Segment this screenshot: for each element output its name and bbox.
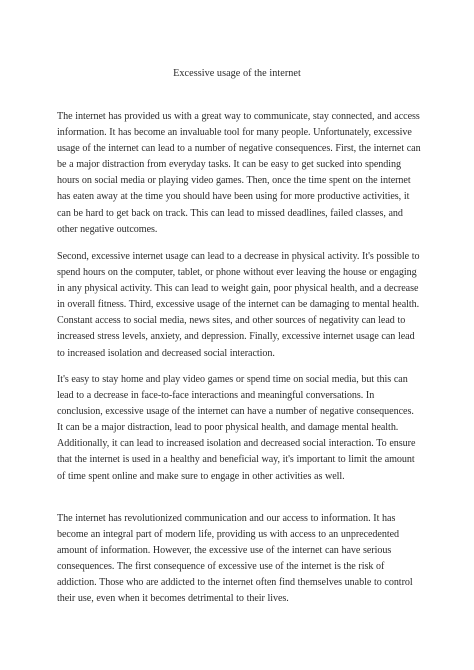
paragraph-4: The internet has revolutionized communication and our access to information. It has become an integral part of modern life, providing us with access to an unprecedented amount of information. However, the excessive use of the internet can have serious consequences. The first consequence of excessive use of the internet is the risk of addiction. Those who are addicted to the internet often find themselves unable to control their use, even when it becomes detrimental to their lives. [57, 513, 413, 605]
paragraph-1: The internet has provided us with a great way to communicate, stay connected, and access information. It has become an invaluable tool for many people. Unfortunately, excessive usage of the internet can lead to a number of negative consequences. First, the internet can be a major distraction from everyday tasks. It can be easy to get sucked into spending hours on social media or playing video games. Then, once the time spent on the internet has eaten away at the time you should have been using for more productive activities, it can be hard to get back on track. This can lead to missed deadlines, failed classes, and other negative outcomes. [57, 111, 421, 235]
paragraph-2: Second, excessive internet usage can lead to a decrease in physical activity. It's possible to spend hours on the computer, tablet, or phone without ever leaving the house or engaging in any physical activity. This can lead to weight gain, poor physical health, and a decrease in overall fitness. Third, excessive usage of the internet can be damaging to mental health. Constant access to social media, news sites, and other sources of negativity can lead to increased stress levels, anxiety, and depression. Finally, excessive internet usage can lead to increased isolation and decreased social interaction. [57, 251, 420, 359]
document-title: Excessive usage of the internet [173, 68, 301, 79]
paragraph-3: It's easy to stay home and play video games or spend time on social media, but this can lead to a decrease in face-to-face interactions and meaningful conversations. In conclusion, excessive usage of the internet can have a number of negative consequences. It can be a major distraction, lead to poor physical health, and damage mental health. Additionally, it can lead to increased isolation and decreased social interaction. To ensure that the internet is used in a healthy and beneficial way, it's important to limit the amount of time spent online and make sure to engage in other activities as well. [57, 374, 416, 482]
